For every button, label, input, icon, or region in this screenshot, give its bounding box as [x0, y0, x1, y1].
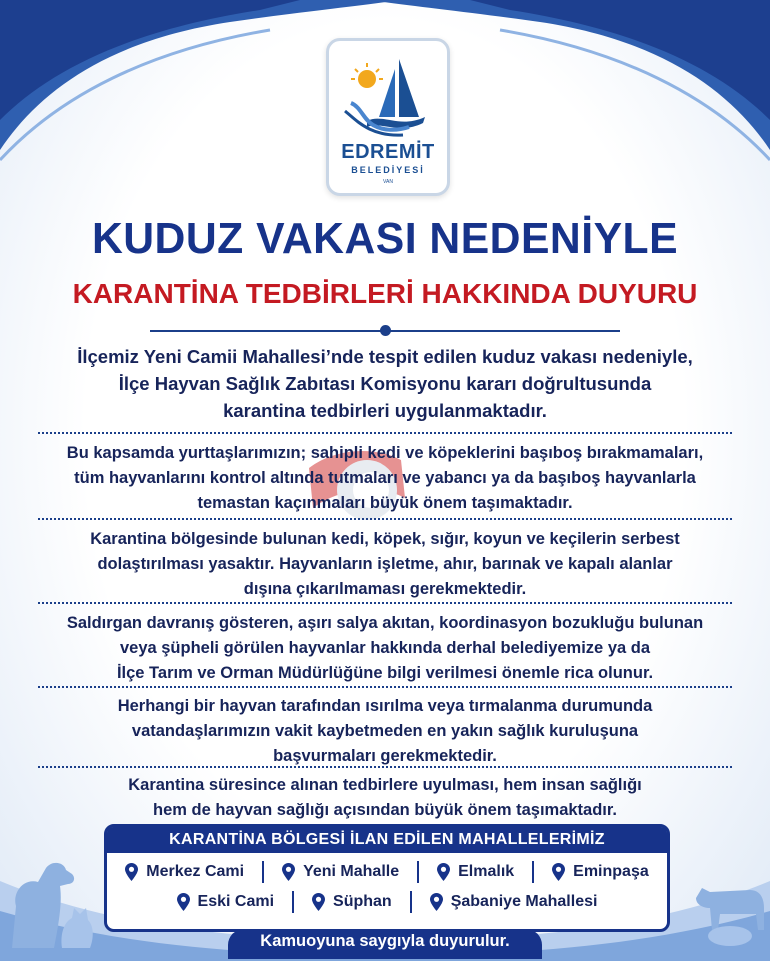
dotted-divider [38, 518, 732, 520]
neighborhood-name: Şabaniye Mahallesi [450, 893, 598, 910]
quarantine-heading: KARANTİNA BÖLGESİ İLAN EDİLEN MAHALLELERİMİZ [107, 827, 667, 853]
paragraph-line: İlçe Hayvan Sağlık Zabıtası Komisyonu kararı doğrultusunda [118, 373, 652, 394]
sailboat-sun-logo-icon [337, 51, 433, 141]
location-pin-icon [125, 863, 138, 881]
paragraph-line: temastan kaçınmaları büyük önem taşımaktadır. [197, 494, 573, 512]
paragraph-line: dışına çıkarılmaması gerekmektedir. [243, 580, 527, 598]
paragraph-line: başvurmaları gerekmektedir. [273, 747, 497, 765]
paragraph-line: karantina tedbirleri uygulanmaktadır. [223, 400, 547, 421]
neighborhood-name: Eminpaşa [573, 863, 649, 880]
paragraph-intro [40, 343, 730, 424]
neighborhood-item [177, 893, 274, 911]
paragraph-line: İlçemiz Yeni Camii Mahallesi’nde tespit edilen kuduz vakası nedeniyle, [77, 346, 693, 367]
paragraph-prohibition [40, 527, 730, 602]
paragraph-line: Karantina süresince alınan tedbirlere uyulması, hem insan sağlığı [128, 776, 642, 794]
closing-text: Kamuoyuna saygıyla duyurulur. [260, 932, 510, 950]
location-pin-icon [552, 863, 565, 881]
paragraph-bite-advice [40, 694, 730, 769]
paragraph-line: Bu kapsamda yurttaşlarımızın; sahipli kedi ve köpeklerini başıboş bırakmamaları, [66, 444, 704, 462]
paragraph-line: veya şüpheli görülen hayvanlar hakkında derhal belediyemize ya da [119, 639, 651, 657]
page-title: KUDUZ VAKASI NEDENİYLE [91, 214, 679, 263]
neighborhood-name: Elmalık [458, 863, 515, 880]
logo-subtitle: BELEDİYESİ [351, 165, 425, 175]
paragraph-line: dolaştırılması yasaktır. Hayvanların işletme, ahır, barınak ve kapalı alanlar [97, 555, 673, 573]
location-pin-icon [437, 863, 450, 881]
logo-name: EDREMİT [341, 141, 435, 163]
neighborhood-name: Süphan [333, 893, 392, 910]
dotted-divider [38, 602, 732, 604]
neighborhood-name: Yeni Mahalle [303, 863, 400, 880]
paragraph-line: Herhangi bir hayvan tarafından ısırılma veya tırmalanma durumunda [117, 697, 653, 715]
separator [292, 891, 294, 913]
paragraph-line: hem de hayvan sağlığı açısından büyük önem taşımaktadır. [153, 801, 617, 819]
location-pin-icon [177, 893, 190, 911]
location-pin-icon [312, 893, 325, 911]
neighborhood-name: Eski Cami [197, 893, 275, 910]
paragraph-reporting [40, 611, 730, 686]
neighborhood-item [430, 893, 598, 911]
separator [417, 861, 419, 883]
separator [532, 861, 534, 883]
location-pin-icon [430, 893, 443, 911]
neighborhood-row [107, 861, 667, 883]
neighborhood-row [107, 891, 667, 913]
dotted-divider [38, 766, 732, 768]
separator [262, 861, 264, 883]
edremit-municipality-logo [326, 38, 450, 196]
page-subtitle: KARANTİNA TEDBİRLERİ HAKKINDA DUYURU [72, 278, 698, 309]
paragraph-line: vatandaşlarımızın vakit kaybetmeden en yakın sağlık kuruluşuna [131, 722, 639, 740]
neighborhood-item [437, 863, 514, 881]
paragraph-responsibility [40, 441, 730, 516]
location-pin-icon [282, 863, 295, 881]
neighborhood-item [552, 863, 649, 881]
dotted-divider [38, 686, 732, 688]
logo-city: VAN [383, 179, 393, 185]
dog-cat-silhouette-icon [2, 848, 97, 948]
quarantine-neighborhoods-box [104, 824, 670, 932]
cow-sheep-silhouette-icon [690, 868, 768, 948]
paragraph-line: İlçe Tarım ve Orman Müdürlüğüne bilgi verilmesi önemle rica olunur. [116, 664, 654, 682]
paragraph-line: Saldırgan davranış gösteren, aşırı salya akıtan, koordinasyon bozukluğu bulunan [66, 614, 704, 632]
neighborhood-item [125, 863, 244, 881]
paragraph-line: Karantina bölgesinde bulunan kedi, köpek, sığır, koyun ve keçilerin serbest [90, 530, 680, 548]
paragraph-line: tüm hayvanlarını kontrol altında tutmaları ve yabancı ya da başıboş hayvanlarla [74, 469, 696, 487]
neighborhood-item [312, 893, 392, 911]
neighborhood-name: Merkez Cami [146, 863, 245, 880]
paragraph-compliance [40, 773, 730, 823]
title-divider-dot [380, 325, 391, 336]
separator [410, 891, 412, 913]
neighborhood-item [282, 863, 399, 881]
dotted-divider [38, 432, 732, 434]
